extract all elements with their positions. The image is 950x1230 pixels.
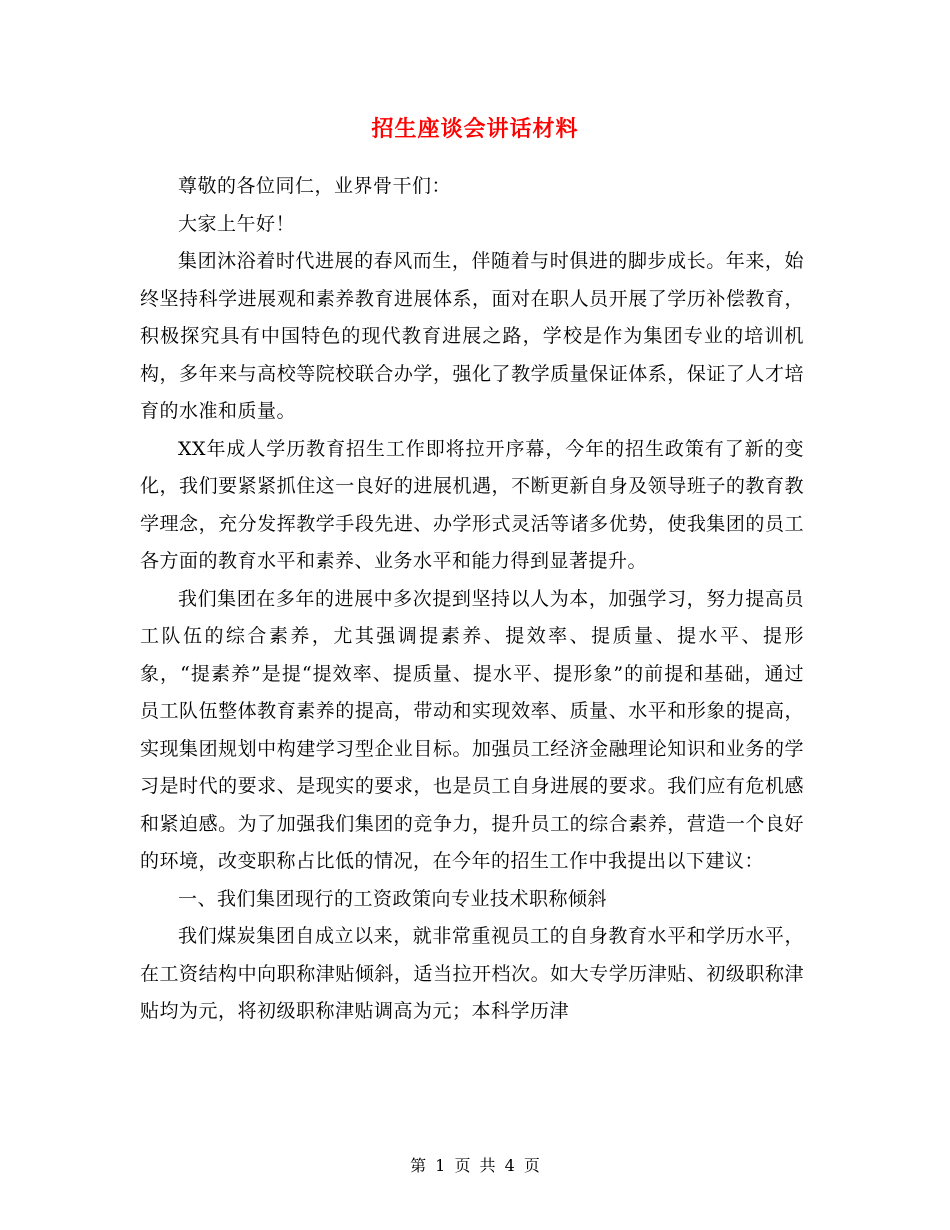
greeting-paragraph: 尊敬的各位同仁，业界骨干们： xyxy=(178,175,452,197)
body-paragraph: 集团沐浴着时代进展的春风而生，伴随着与时俱进的脚步成长。年来，始终坚持科学进展观和素养教育进展体系，面对在职人员开展了学历补偿教育，积极探究具有中国特色的现代教育进展之路，学校是作为集团专业的培训机构，多年来与高校等院校联合办学，强化了教学质量保证体系，保证了人才培育的水准和质量。 xyxy=(140,250,804,422)
document-title: 招生座谈会讲话材料 xyxy=(371,116,579,142)
body-paragraph: 我们煤炭集团自成立以来，就非常重视员工的自身教育水平和学历水平，在工资结构中向职称津贴倾斜，适当拉开档次。如大专学历津贴、初级职称津贴均为元，将初级职称津贴调高为元；本科学历津 xyxy=(140,925,804,1022)
body-paragraph: 我们集团在多年的进展中多次提到坚持以人为本，加强学习，努力提高员工队伍的综合素养，尤其强调提素养、提效率、提质量、提水平、提形象，“提素养”是提“提效率、提质量、提水平、提形象”的前提和基础，通过员工队伍整体教育素养的提高，带动和实现效率、质量、水平和形象的提高，实现集团规划中构建学习型企业目标。加强员工经济金融理论知识和业务的学习是时代的要求、是现实的要求，也是员工自身进展的要求。我们应有危机感和紧迫感。为了加强我们集团的竞争力，提升员工的综合素养，营造一个良好的环境，改变职称占比低的情况，在今年的招生工作中我提出以下建议： xyxy=(140,587,804,872)
body-paragraph: XX年成人学历教育招生工作即将拉开序幕，今年的招生政策有了新的变化，我们要紧紧抓住这一良好的进展机遇，不断更新自身及领导班子的教育教学理念，充分发挥教学手段先进、办学形式灵活等诸多优势，使我集团的员工各方面的教育水平和素养、业务水平和能力得到显著提升。 xyxy=(140,437,804,572)
page-footer: 第 1 页 共 4 页 xyxy=(410,1156,540,1175)
salutation-paragraph: 大家上午好！ xyxy=(178,212,296,235)
section-heading: 一、我们集团现行的工资政策向专业技术职称倾斜 xyxy=(178,887,608,910)
document-body xyxy=(140,168,804,1031)
